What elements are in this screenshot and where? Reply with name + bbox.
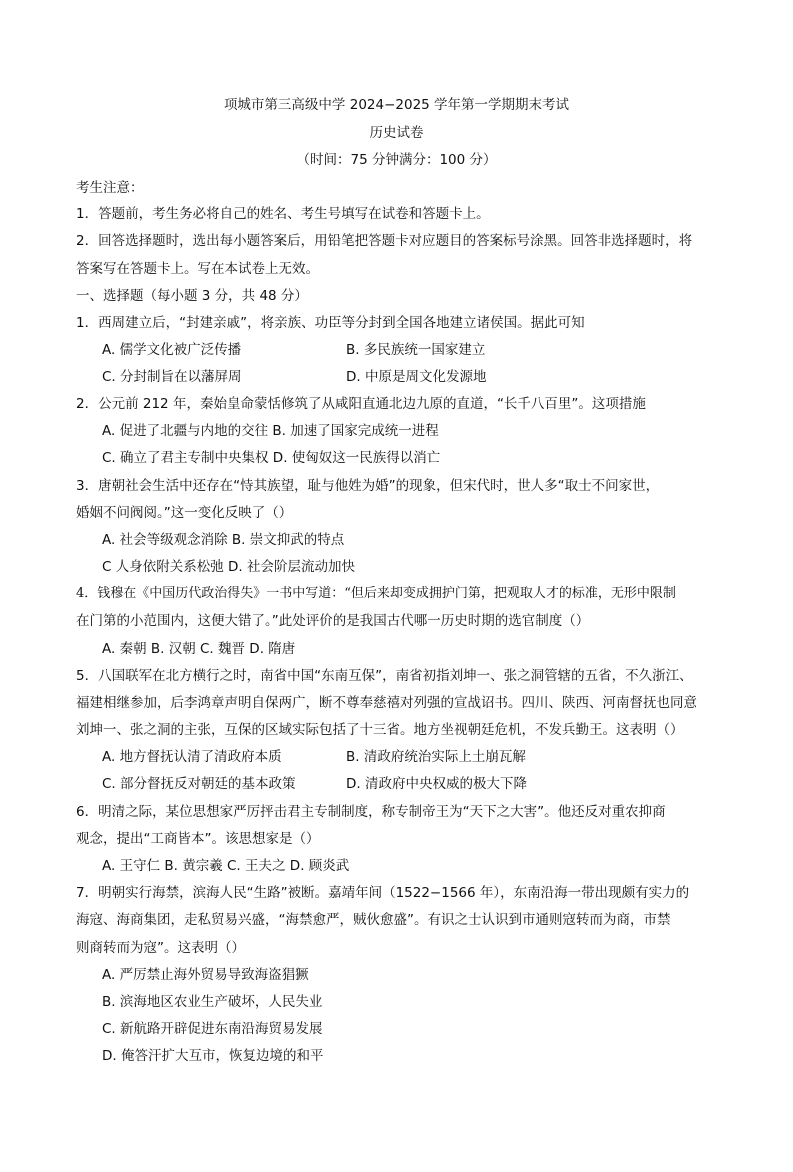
question-6-stem-line-2: 观念，提出“工商皆本”。该思想家是（） <box>76 831 320 847</box>
notice-item-1: 1．答题前，考生务必将自己的姓名、考生号填写在试卷和答题卡上。 <box>76 206 490 222</box>
question-7-stem-line-2: 海寇、海商集团，走私贸易兴盛，“海禁愈严，贼伙愈盛”。有识之士认识到市通则寇转而为商，市禁 <box>76 912 671 928</box>
exam-subject: 历史试卷 <box>369 125 424 141</box>
question-7-stem-line-1: 7．明朝实行海禁，滨海人民“生路”被断。嘉靖年间（1522−1566 年），东南沿海一带出现颇有实力的 <box>76 885 690 901</box>
question-4-stem-line-2: 在门第的小范围内，这便大错了。”此处评价的是我国古代哪一历史时期的选官制度（） <box>76 613 590 629</box>
question-1-option-d: D. 中原是周文化发源地 <box>346 369 487 385</box>
question-7-option-c: C. 新航路开辟促进东南沿海贸易发展 <box>102 1021 323 1037</box>
question-1-option-b: B. 多民族统一国家建立 <box>346 342 486 358</box>
notice-item-2-line-1: 2．回答选择题时，选出每小题答案后，用铅笔把答题卡对应题目的答案标号涂黑。回答非选择题时，将 <box>76 233 693 249</box>
question-6-options: A. 王守仁 B. 黄宗羲 C. 王夫之 D. 顾炎武 <box>102 858 350 874</box>
question-1-stem: 1．西周建立后，“封建亲戚”，将亲族、功臣等分封到全国各地建立诸侯国。据此可知 <box>76 315 585 331</box>
question-5-option-d: D. 清政府中央权威的极大下降 <box>346 776 527 792</box>
question-5-stem-line-1: 5．八国联军在北方横行之时，南省中国“东南互保”，南省初指刘坤一、张之洞管辖的五省，不久浙江、 <box>76 668 693 684</box>
question-2-options-cd: C. 确立了君主专制中央集权 D. 使匈奴这一民族得以消亡 <box>102 450 441 466</box>
question-5-option-a: A. 地方督抚认清了清政府本质 <box>102 749 282 765</box>
exam-title: 项城市第三高级中学 2024−2025 学年第一学期期末考试 <box>223 97 570 113</box>
exam-time-info: （时间：75 分钟满分：100 分） <box>296 152 497 168</box>
question-5-stem-line-2: 福建相继参加，后李鸿章声明自保两广，断不尊奉慈禧对列强的宣战诏书。四川、陕西、河南督抚也同意 <box>76 695 697 711</box>
section-1-heading: 一、选择题（每小题 3 分，共 48 分） <box>76 288 308 304</box>
notice-heading: 考生注意： <box>76 180 144 196</box>
question-7-stem-line-3: 则商转而为寇”。这表明（） <box>76 940 245 956</box>
question-1-option-c: C. 分封制旨在以藩屏周 <box>102 369 242 385</box>
question-3-stem-line-2: 婚姻不问阀阅。”这一变化反映了（） <box>76 505 293 521</box>
question-6-stem-line-1: 6．明清之际，某位思想家严厉抨击君主专制制度，称专制帝王为“天下之大害”。他还反对重农抑商 <box>76 804 666 820</box>
question-4-stem-line-1: 4．钱穆在《中国历代政治得失》一书中写道：“但后来却变成拥护门第，把观取人才的标准，无形中限制 <box>76 586 676 601</box>
question-1-option-a: A. 儒学文化被广泛传播 <box>102 342 242 358</box>
question-3-stem-line-1: 3．唐朝社会生活中还存在“恃其族望，耻与他姓为婚”的现象，但宋代时，世人多“取士不问家世， <box>76 478 660 494</box>
question-5-option-c: C. 部分督抚反对朝廷的基本政策 <box>102 776 296 792</box>
question-5-option-b: B. 清政府统治实际上土崩瓦解 <box>346 749 526 765</box>
question-7-option-a: A. 严厉禁止海外贸易导致海盗猖獗 <box>102 967 309 983</box>
question-3-options-cd: C 人身依附关系松弛 D. 社会阶层流动加快 <box>102 559 355 575</box>
question-2-stem: 2．公元前 212 年，秦始皇命蒙恬修筑了从咸阳直通北边九原的直道，“长千八百里”。这项措施 <box>76 396 646 412</box>
question-7-option-d: D. 俺答汗扩大互市，恢复边境的和平 <box>102 1048 324 1064</box>
question-4-options: A. 秦朝 B. 汉朝 C. 魏晋 D. 隋唐 <box>102 641 296 657</box>
question-5-stem-line-3: 刘坤一、张之洞的主张，互保的区域实际包括了十三省。地方坐视朝廷危机，不发兵勤王。这表明（） <box>76 722 684 738</box>
notice-item-2-line-2: 答案写在答题卡上。写在本试卷上无效。 <box>76 261 319 277</box>
question-2-options-ab: A. 促进了北疆与内地的交往 B. 加速了国家完成统一进程 <box>102 423 439 439</box>
question-3-options-ab: A. 社会等级观念消除 B. 崇文抑武的特点 <box>102 532 345 548</box>
question-7-option-b: B. 滨海地区农业生产破坏，人民失业 <box>102 994 323 1010</box>
